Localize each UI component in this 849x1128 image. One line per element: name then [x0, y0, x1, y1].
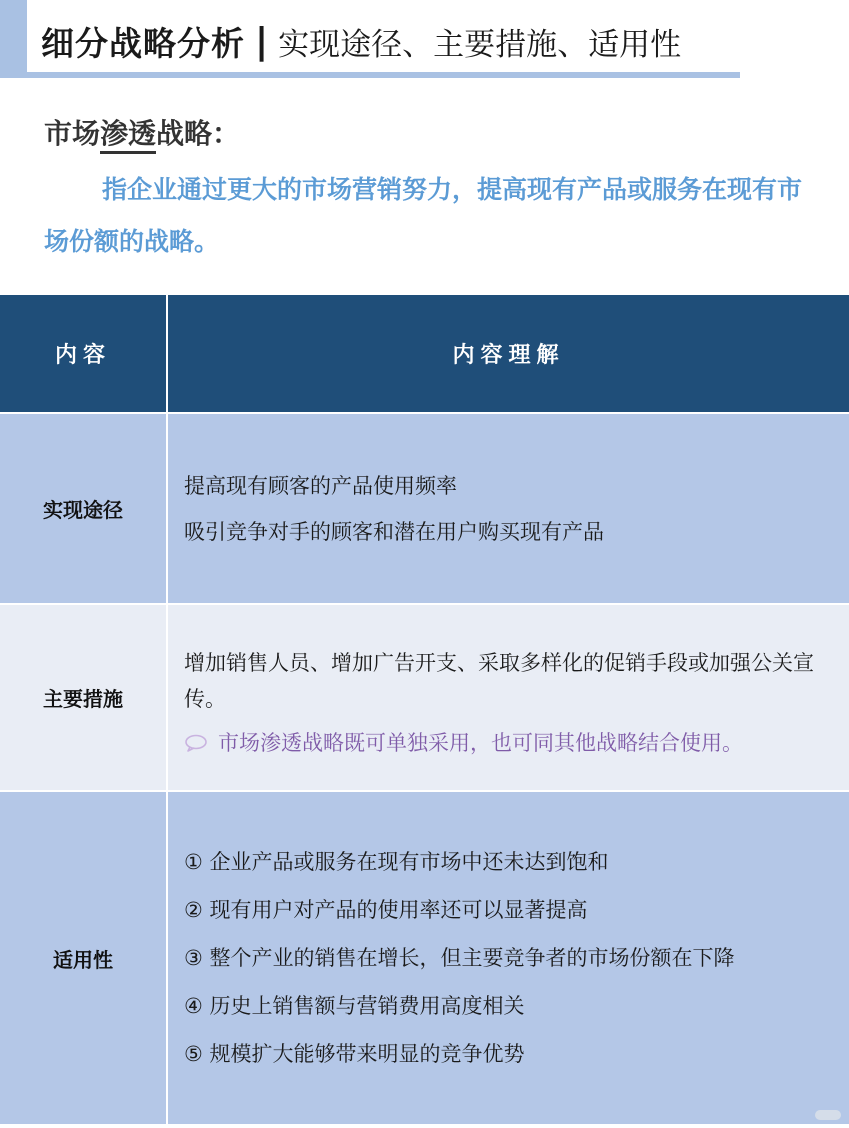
speech-bubble-icon — [184, 734, 208, 752]
row-label-implementation: 实现途径 — [0, 414, 168, 603]
page-subtitle: 实现途径、主要措施、适用性 — [278, 26, 682, 63]
measures-text: 增加销售人员、增加广告开支、采取多样化的促销手段或加强公关宣传。 — [184, 650, 814, 711]
implementation-line: 提高现有顾客的产品使用频率 — [184, 473, 457, 498]
strategy-definition: 指企业通过更大的市场营销努力，提高现有产品或服务在现有市场份额的战略。 — [44, 175, 803, 256]
row-content-measures — [168, 605, 849, 790]
header-accent-block — [0, 0, 27, 78]
applicability-item: ③ 整个产业的销售在增长，但主要竞争者的市场份额在下降 — [184, 946, 735, 970]
table-row-applicability — [0, 792, 849, 1124]
page-title: 细分战略分析 — [41, 23, 245, 63]
table-row-measures — [0, 605, 849, 792]
applicability-item: ④ 历史上销售额与营销费用高度相关 — [184, 994, 525, 1018]
table-header-row — [0, 295, 849, 414]
measures-note-text: 市场渗透战略既可单独采用，也可同其他战略结合使用。 — [218, 730, 743, 755]
applicability-item: ① 企业产品或服务在现有市场中还未达到饱和 — [184, 850, 609, 874]
row-content-applicability — [168, 792, 849, 1124]
row-label-measures: 主要措施 — [0, 605, 168, 790]
strategy-title-underlined: 渗透 — [100, 117, 156, 154]
watermark-mark — [815, 1110, 841, 1120]
column-header-content: 内容 — [0, 295, 168, 412]
title-separator: | — [255, 20, 269, 62]
applicability-item: ⑤ 规模扩大能够带来明显的竞争优势 — [184, 1042, 525, 1066]
strategy-title — [44, 112, 240, 152]
column-header-understanding — [168, 295, 849, 412]
measures-note — [184, 729, 829, 757]
strategy-table — [0, 295, 849, 1124]
row-content-implementation — [168, 414, 849, 603]
table-row-implementation — [0, 414, 849, 605]
applicability-item: ② 现有用户对产品的使用率还可以显著提高 — [184, 898, 588, 922]
implementation-line: 吸引竞争对手的顾客和潜在用户购买现有产品 — [184, 519, 604, 544]
strategy-title-prefix: 市场 — [44, 117, 101, 150]
row-label-applicability: 适用性 — [0, 792, 168, 1124]
column-header-understanding-label: 内容理解 — [452, 343, 565, 368]
strategy-title-suffix: 战略： — [156, 117, 241, 150]
page-header — [27, 10, 740, 78]
